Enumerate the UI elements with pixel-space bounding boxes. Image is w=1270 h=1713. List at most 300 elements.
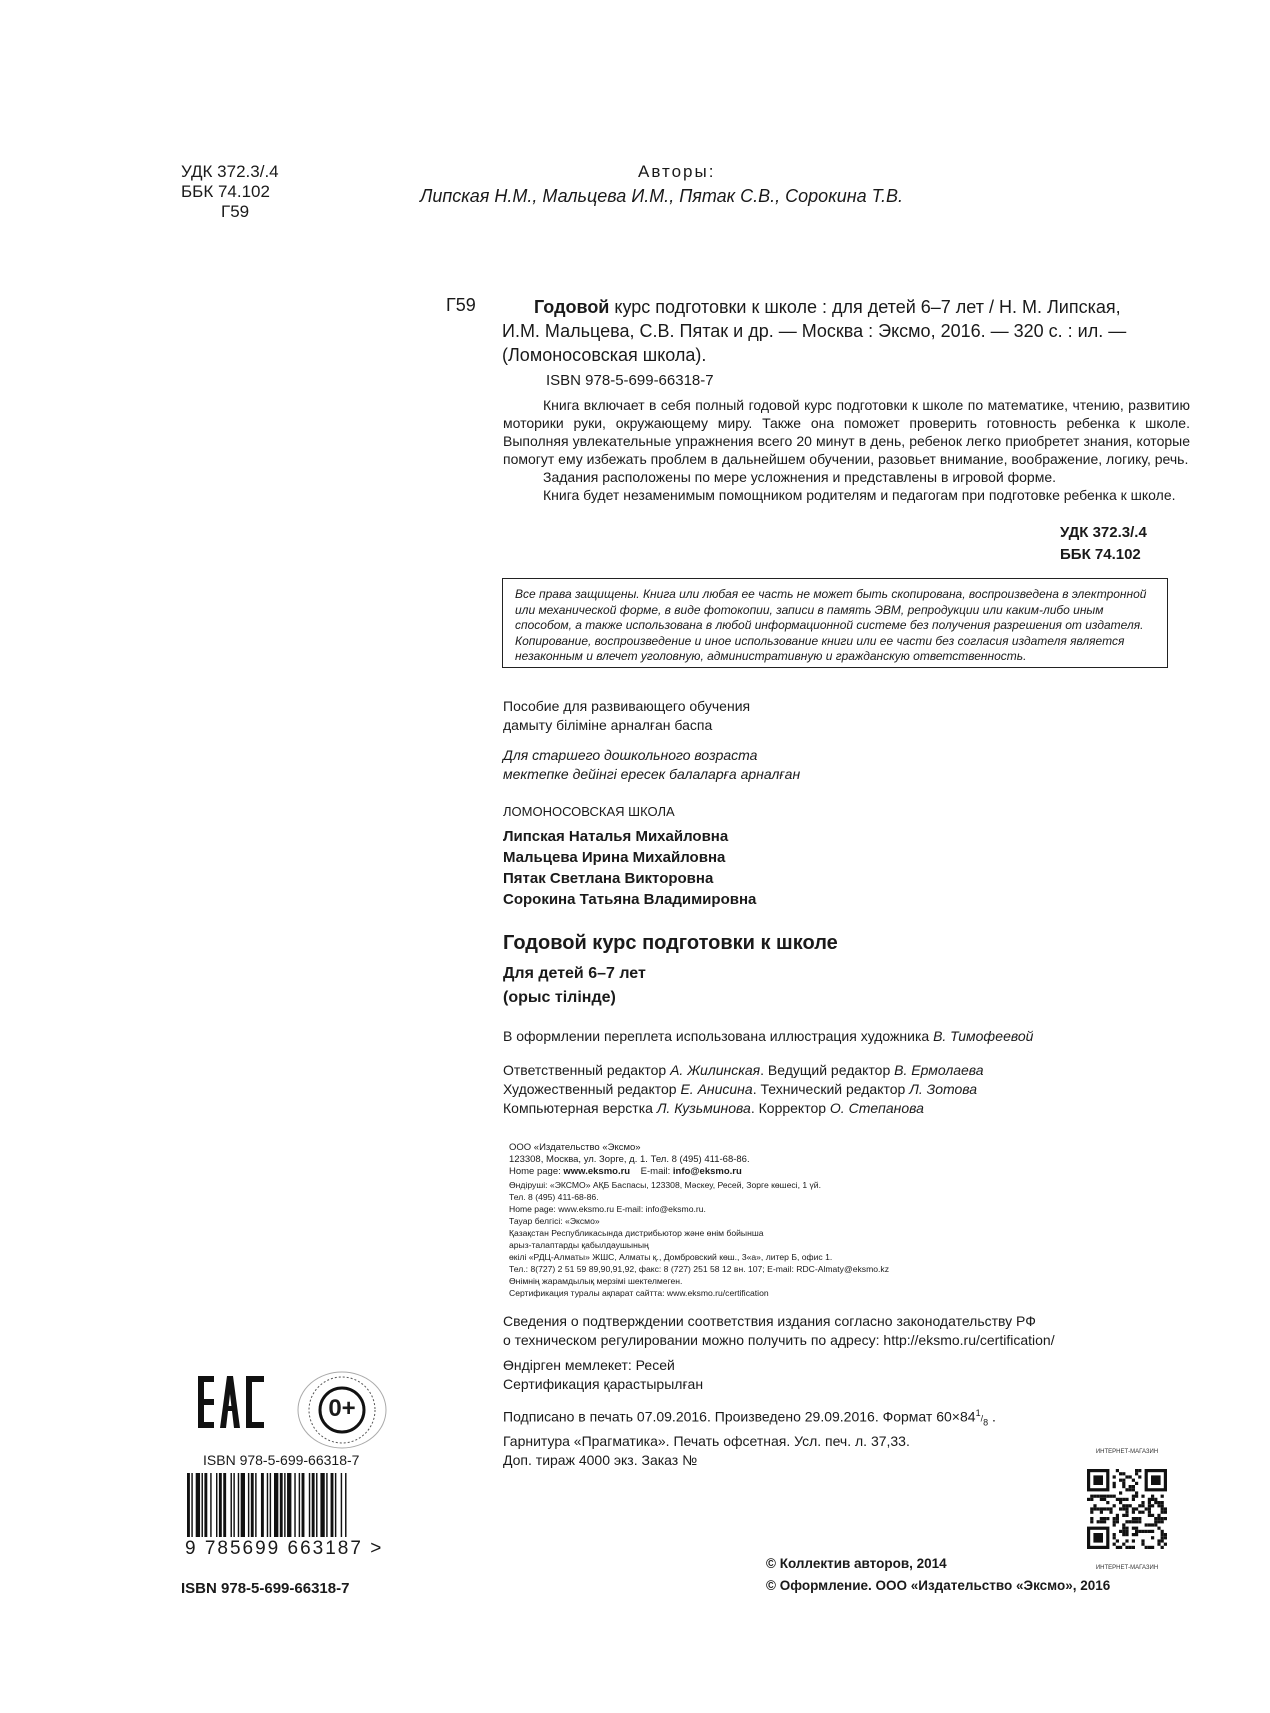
qr-module [1148, 1507, 1151, 1510]
qr-module [1141, 1501, 1144, 1504]
qr-module [1113, 1520, 1116, 1523]
kz-line: арыз-талаптарды қабылдаушының [509, 1239, 649, 1250]
qr-module [1132, 1520, 1135, 1523]
qr-module [1122, 1543, 1125, 1546]
qr-module [1151, 1523, 1154, 1526]
barcode-bar [284, 1473, 285, 1537]
barcode-bar [320, 1473, 324, 1537]
qr-module [1119, 1546, 1122, 1549]
qr-module [1161, 1536, 1164, 1539]
udk-code: УДК 372.3/.4 [1060, 524, 1147, 541]
qr-module [1122, 1507, 1125, 1510]
qr-module [1141, 1504, 1144, 1507]
qr-module [1116, 1514, 1119, 1517]
origin-info [503, 1356, 703, 1394]
qr-module [1161, 1546, 1164, 1549]
qr-module [1161, 1533, 1164, 1536]
qr-module [1132, 1485, 1135, 1488]
barcode-bar [231, 1473, 232, 1537]
barcode-bar [274, 1473, 278, 1537]
qr-module [1113, 1485, 1116, 1488]
qr-module [1135, 1520, 1138, 1523]
purpose-block [503, 697, 750, 735]
qr-finder [1151, 1475, 1161, 1485]
qr-module [1148, 1504, 1151, 1507]
qr-module [1161, 1504, 1164, 1507]
qr-module [1129, 1504, 1132, 1507]
qr-module [1161, 1520, 1164, 1523]
copyright-block [766, 1553, 1110, 1597]
qr-module [1164, 1536, 1167, 1539]
qr-module [1164, 1533, 1167, 1536]
qr-module [1125, 1475, 1128, 1478]
qr-module [1129, 1520, 1132, 1523]
barcode-bar [202, 1473, 203, 1537]
qr-module [1157, 1501, 1160, 1504]
qr-module [1122, 1504, 1125, 1507]
qr-module [1132, 1507, 1135, 1510]
qr-module [1125, 1520, 1128, 1523]
qr-module [1164, 1517, 1167, 1520]
kz-publisher-info [509, 1179, 889, 1299]
author-name: Липская Наталья Михайловна [503, 828, 729, 845]
print-line: Подписано в печать 07.09.2016. Произведено 29.09.2016. Формат $60\times 84^1/_8$ . [503, 1408, 996, 1428]
qr-module [1151, 1495, 1154, 1498]
qr-module [1119, 1507, 1122, 1510]
kz-line: өкілі «РДЦ-Алматы» ЖШС, Алматы қ., Домбровский көш., 3«а», литер Б, офис 1. [509, 1251, 833, 1262]
qr-module [1100, 1507, 1103, 1510]
qr-module [1116, 1498, 1119, 1501]
editor-line: Художественный редактор Е. Анисина. Технический редактор Л. Зотова [503, 1081, 978, 1097]
qr-module [1161, 1501, 1164, 1504]
barcode-bar [331, 1473, 334, 1537]
udk-header [181, 162, 279, 222]
qr-module [1103, 1520, 1106, 1523]
qr-module [1135, 1472, 1138, 1475]
qr-module [1132, 1533, 1135, 1536]
origin-line: Сертификация қарастырылған [503, 1376, 704, 1392]
barcode-number: 9 785699 663187 > [185, 1538, 384, 1559]
qr-module [1157, 1543, 1160, 1546]
rights-notice: Все права защищены. Книга или любая ее часть не может быть скопирована, воспроизведена в электронной или механической форме, в виде фотокопии, записи в память ЭВМ, репродукции или каким-либо иным способом, а также использована в любой информационной системе без получения разрешения от издателя. Копирование, воспроизведение и иное использование книги или ее части без согласия издателя является незаконным и влечет уголовную, административную и гражданскую ответственность. [502, 578, 1168, 668]
qr-module [1157, 1517, 1160, 1520]
age-ru: Для старшего дошкольного возраста [503, 747, 758, 763]
qr-module [1157, 1527, 1160, 1530]
kz-line: Home page: www.eksmo.ru E-mail: info@eksmo.ru. [509, 1203, 706, 1214]
qr-module [1119, 1491, 1122, 1494]
print-line: Гарнитура «Прагматика». Печать офсетная. Усл. печ. л. 37,33. [503, 1433, 910, 1450]
qr-module [1154, 1498, 1157, 1501]
barcode-bar [270, 1473, 271, 1537]
description-paragraph: Книга включает в себя полный годовой курс подготовки к школе по математике, чтению, развитию моторики руки, окружающему миру. Также она поможет проверить готовность ребенка к школе. Выполняя увлекательные упражнения всего 20 минут в день, ребенок легко приобретет знания, которые помогут ему избежать проблем в дальнейшем обучении, разовьет внимание, воображение, логику, речь. [503, 397, 1190, 467]
qr-module [1129, 1488, 1132, 1491]
cert-line: Сведения о подтверждении соответствия издания согласно законодательству РФ [503, 1313, 1036, 1329]
kz-line: Өнімнің жарамдылық мерзімі шектелмеген. [509, 1275, 683, 1286]
qr-module [1154, 1517, 1157, 1520]
qr-module [1116, 1546, 1119, 1549]
isbn-bottom: ISBN 978-5-699-66318-7 [181, 1580, 350, 1597]
qr-finder [1093, 1533, 1103, 1543]
qr-module [1129, 1546, 1132, 1549]
qr-module [1090, 1495, 1093, 1498]
qr-module [1132, 1539, 1135, 1542]
qr-module [1103, 1498, 1106, 1501]
authors-list: Липская Н.М., Мальцева И.М., Пятак С.В., Сорокина Т.В. [420, 186, 904, 206]
barcode-bar [326, 1473, 327, 1537]
qr-finder [1093, 1475, 1103, 1485]
publisher-line: ООО «Издательство «Эксмо» [509, 1142, 641, 1153]
qr-module [1145, 1530, 1148, 1533]
qr-module [1154, 1523, 1157, 1526]
age-kz: мектепке дейінгі ересек балаларға арналған [503, 766, 801, 782]
barcode-bar [233, 1473, 234, 1537]
qr-module [1113, 1536, 1116, 1539]
cover-credit [503, 1027, 1033, 1046]
qr-module [1132, 1479, 1135, 1482]
cover-credit-prefix: В оформлении переплета использована иллюстрация художника [503, 1028, 934, 1044]
qr-module [1122, 1479, 1125, 1482]
qr-module [1148, 1514, 1151, 1517]
copyright-line: © Коллектив авторов, 2014 [766, 1556, 947, 1571]
qr-module [1161, 1511, 1164, 1514]
qr-module [1135, 1533, 1138, 1536]
qr-module [1125, 1507, 1128, 1510]
barcode-bar [341, 1473, 342, 1537]
qr-module [1132, 1498, 1135, 1501]
qr-module [1132, 1517, 1135, 1520]
qr-module [1116, 1520, 1119, 1523]
qr-module [1138, 1511, 1141, 1514]
qr-module [1090, 1498, 1093, 1501]
qr-module [1093, 1507, 1096, 1510]
barcode-bar [299, 1473, 300, 1537]
qr-module [1135, 1507, 1138, 1510]
age-block [503, 746, 800, 784]
book-description [503, 396, 1190, 504]
publisher-contacts: Home page: www.eksmo.ru E-mail: info@eksmo.ru [509, 1166, 742, 1178]
qr-module [1135, 1527, 1138, 1530]
qr-module [1157, 1504, 1160, 1507]
qr-module [1161, 1539, 1164, 1542]
qr-module [1129, 1485, 1132, 1488]
qr-module [1125, 1546, 1128, 1549]
qr-module [1119, 1498, 1122, 1501]
barcode-bar [255, 1473, 256, 1537]
publisher-info [509, 1142, 889, 1299]
kz-line: Сертификация туралы ақпарат сайтта: www.eksmo.ru/certification [509, 1287, 769, 1298]
barcode-bar [210, 1473, 211, 1537]
qr-module [1161, 1507, 1164, 1510]
qr-module [1135, 1495, 1138, 1498]
qr-module [1122, 1482, 1125, 1485]
author-mark: Г59 [221, 202, 250, 221]
barcode-isbn: ISBN 978-5-699-66318-7 [203, 1452, 360, 1468]
barcode-bar [241, 1473, 245, 1537]
qr-module [1164, 1543, 1167, 1546]
qr-module [1141, 1539, 1144, 1542]
barcode-bar [248, 1473, 249, 1537]
cert-line: о техническом регулировании можно получить по адресу: http://eksmo.ru/certification/ [503, 1332, 1055, 1348]
qr-module [1157, 1520, 1160, 1523]
authors-label: Авторы: [638, 162, 716, 181]
qr-module [1135, 1530, 1138, 1533]
udk-code: УДК 372.3/.4 [181, 162, 279, 181]
editor-line: Компьютерная верстка Л. Кузьминова. Корректор О. Степанова [503, 1100, 924, 1116]
qr-module [1090, 1507, 1093, 1510]
qr-module [1135, 1469, 1138, 1472]
qr-module [1122, 1523, 1125, 1526]
home-url: www.eksmo.ru [563, 1166, 631, 1178]
qr-module [1119, 1530, 1122, 1533]
print-line: Доп. тираж 4000 экз. Заказ № [503, 1452, 698, 1469]
bibliographic-record [502, 295, 1190, 367]
qr-module [1161, 1517, 1164, 1520]
book-subtitle [503, 962, 646, 1010]
qr-module [1154, 1501, 1157, 1504]
barcode-bar [223, 1473, 226, 1537]
cover-artist: В. Тимофеевой [933, 1028, 1034, 1044]
qr-module [1141, 1511, 1144, 1514]
author-name: Сорокина Татьяна Владимировна [503, 891, 757, 908]
qr-module [1161, 1495, 1164, 1498]
qr-module [1109, 1511, 1112, 1514]
qr-module [1100, 1495, 1103, 1498]
book-title: Годовой курс подготовки к школе [503, 932, 838, 954]
qr-module [1097, 1495, 1100, 1498]
qr-module [1132, 1527, 1135, 1530]
barcode-bar [196, 1473, 200, 1537]
qr-module [1100, 1511, 1103, 1514]
record-isbn: ISBN 978-5-699-66318-7 [546, 372, 714, 389]
barcode-bar [316, 1473, 317, 1537]
qr-module [1100, 1517, 1103, 1520]
record-line-1: курс подготовки к школе : для детей 6–7 лет / Н. М. Липская, [609, 297, 1121, 317]
qr-module [1138, 1469, 1141, 1472]
qr-module [1151, 1536, 1154, 1539]
qr-module [1116, 1539, 1119, 1542]
author-name: Пятак Светлана Викторовна [503, 870, 714, 887]
certification-info [503, 1312, 1055, 1350]
qr-module [1125, 1511, 1128, 1514]
qr-module [1113, 1523, 1116, 1526]
editors-block [503, 1061, 984, 1118]
qr-module [1122, 1533, 1125, 1536]
qr-module [1119, 1501, 1122, 1504]
qr-module [1109, 1507, 1112, 1510]
qr-module [1151, 1530, 1154, 1533]
qr-module [1113, 1517, 1116, 1520]
qr-module [1103, 1507, 1106, 1510]
qr-module [1145, 1546, 1148, 1549]
qr-module [1141, 1543, 1144, 1546]
qr-module [1148, 1501, 1151, 1504]
qr-label: ИНТЕРНЕТ-МАГАЗИН [1095, 1449, 1159, 1455]
description-paragraph: Задания расположены по мере усложнения и представлены в игровой форме. [543, 469, 1056, 485]
barcode-bar [302, 1473, 305, 1537]
qr-module [1125, 1488, 1128, 1491]
kz-line: Тауар белгісі: «Эксмо» [509, 1215, 600, 1226]
qr-module [1125, 1498, 1128, 1501]
kz-line: Өндіруші: «ЭКСМО» АҚБ Баспасы, 123308, Мәскеу, Ресей, Зорге көшесі, 1 үй. [509, 1179, 821, 1190]
qr-module [1106, 1495, 1109, 1498]
editor-line: Ответственный редактор А. Жилинская. Ведущий редактор В. Ермолаева [503, 1062, 984, 1078]
bbk-code: ББК 74.102 [1060, 546, 1141, 563]
qr-module [1122, 1514, 1125, 1517]
qr-module [1106, 1501, 1109, 1504]
qr-module [1138, 1530, 1141, 1533]
qr-module [1141, 1495, 1144, 1498]
qr-module [1148, 1546, 1151, 1549]
print-info [503, 1404, 996, 1470]
qr-module [1132, 1488, 1135, 1491]
subtitle-language: (орыс тілінде) [503, 989, 616, 1006]
qr-module [1090, 1511, 1093, 1514]
qr-module [1122, 1530, 1125, 1533]
barcode-bar [280, 1473, 283, 1537]
qr-module [1119, 1479, 1122, 1482]
qr-module [1090, 1520, 1093, 1523]
qr-module [1151, 1504, 1154, 1507]
record-line-3: (Ломоносовская школа). [502, 345, 707, 365]
bbk-code: ББК 74.102 [181, 182, 270, 201]
barcode [185, 1473, 395, 1542]
qr-module [1125, 1533, 1128, 1536]
qr-module [1135, 1491, 1138, 1494]
barcode-bar [204, 1473, 207, 1537]
qr-module [1151, 1498, 1154, 1501]
qr-module [1100, 1498, 1103, 1501]
email: info@eksmo.ru [672, 1166, 742, 1178]
qr-module [1113, 1543, 1116, 1546]
qr-module [1132, 1546, 1135, 1549]
barcode-bar [345, 1473, 346, 1537]
barcode-bar [309, 1473, 310, 1537]
copyright-line: © Оформление. ООО «Издательство «Эксмо», 2016 [766, 1578, 1111, 1593]
qr-module [1151, 1514, 1154, 1517]
qr-module [1119, 1472, 1122, 1475]
barcode-bar [267, 1473, 268, 1537]
qr-module [1148, 1523, 1151, 1526]
eac-mark [198, 1376, 264, 1433]
barcode-bar [251, 1473, 254, 1537]
qr-module [1154, 1520, 1157, 1523]
qr-module [1145, 1523, 1148, 1526]
qr-module [1135, 1517, 1138, 1520]
origin-line: Өндірген мемлекет: Ресей [503, 1357, 675, 1373]
record-line-2: И.М. Мальцева, С.В. Пятак и др. — Москва : Эксмо, 2016. — 320 с. : ил. — [502, 321, 1127, 341]
qr-module [1116, 1469, 1119, 1472]
annotation-code: Г59 [446, 295, 476, 315]
qr-module [1100, 1520, 1103, 1523]
qr-module [1151, 1546, 1154, 1549]
qr-module [1090, 1517, 1093, 1520]
qr-module [1113, 1504, 1116, 1507]
kz-line: Тел.: 8(727) 2 51 59 89,90,91,92, факс: 8 (727) 251 58 12 вн. 107; E-mail: RDC-Almaty@eksmo.kz [509, 1263, 890, 1274]
qr-module [1116, 1517, 1119, 1520]
qr-module [1103, 1495, 1106, 1498]
qr-module [1164, 1511, 1167, 1514]
qr-module [1125, 1504, 1128, 1507]
qr-module [1113, 1495, 1116, 1498]
barcode-bar [219, 1473, 222, 1537]
qr-module [1109, 1495, 1112, 1498]
barcode-bar [287, 1473, 291, 1537]
qr-module [1122, 1498, 1125, 1501]
qr-module [1125, 1514, 1128, 1517]
qr-module [1148, 1511, 1151, 1514]
record-title-bold: Годовой [534, 297, 610, 317]
barcode-bar [261, 1473, 264, 1537]
kz-line: Қазақстан Республикасында дистрибьютор және өнім бойынша [509, 1227, 764, 1238]
age-rating: 0+ [328, 1395, 356, 1422]
udk-footer [1060, 522, 1147, 566]
qr-module [1125, 1539, 1128, 1542]
qr-module [1113, 1482, 1116, 1485]
qr-module [1106, 1507, 1109, 1510]
author-name: Мальцева Ирина Михайловна [503, 849, 726, 866]
qr-module [1135, 1482, 1138, 1485]
qr-module [1138, 1504, 1141, 1507]
qr-module [1113, 1475, 1116, 1478]
qr-module [1097, 1520, 1100, 1523]
qr-module [1113, 1533, 1116, 1536]
qr-module [1141, 1530, 1144, 1533]
qr-module [1125, 1530, 1128, 1533]
qr-module [1097, 1507, 1100, 1510]
qr-module [1087, 1498, 1090, 1501]
purpose-kz: дамыту біліміне арналған баспа [503, 717, 713, 733]
purpose-ru: Пособие для развивающего обучения [503, 698, 751, 714]
subtitle-age: Для детей 6–7 лет [503, 965, 646, 982]
description-paragraph: Книга будет незаменимым помощником родителям и педагогам при подготовке ребенка к школе. [543, 487, 1176, 503]
age-rating-badge [296, 1370, 388, 1455]
qr-module [1157, 1539, 1160, 1542]
qr-module [1132, 1495, 1135, 1498]
qr-module [1122, 1485, 1125, 1488]
qr-module [1138, 1520, 1141, 1523]
qr-module [1157, 1514, 1160, 1517]
barcode-bar [191, 1473, 192, 1537]
publisher-line: 123308, Москва, ул. Зорге, д. 1. Тел. 8 (495) 411-68-86. [509, 1154, 750, 1166]
barcode-bar [187, 1473, 190, 1537]
qr-module [1161, 1530, 1164, 1533]
series-name: ЛОМОНОСОВСКАЯ ШКОЛА [503, 804, 675, 819]
qr-module [1164, 1507, 1167, 1510]
qr-module [1103, 1517, 1106, 1520]
qr-module [1138, 1517, 1141, 1520]
barcode-bar [335, 1473, 336, 1537]
qr-module [1125, 1527, 1128, 1530]
qr-module [1145, 1507, 1148, 1510]
author-names [503, 826, 756, 910]
qr-module [1093, 1495, 1096, 1498]
qr-module [1122, 1527, 1125, 1530]
qr-module [1132, 1511, 1135, 1514]
qr-module [1093, 1504, 1096, 1507]
qr-module [1129, 1475, 1132, 1478]
qr-label: ИНТЕРНЕТ-МАГАЗИН [1095, 1565, 1159, 1571]
barcode-bar [238, 1473, 239, 1537]
barcode-bar [216, 1473, 217, 1537]
qr-module [1122, 1472, 1125, 1475]
qr-module [1138, 1475, 1141, 1478]
qr-module [1148, 1530, 1151, 1533]
barcode-bar [312, 1473, 315, 1537]
kz-line: Тел. 8 (495) 411-68-86. [509, 1191, 599, 1202]
qr-module [1106, 1517, 1109, 1520]
barcode-bar [294, 1473, 295, 1537]
qr-module [1148, 1498, 1151, 1501]
